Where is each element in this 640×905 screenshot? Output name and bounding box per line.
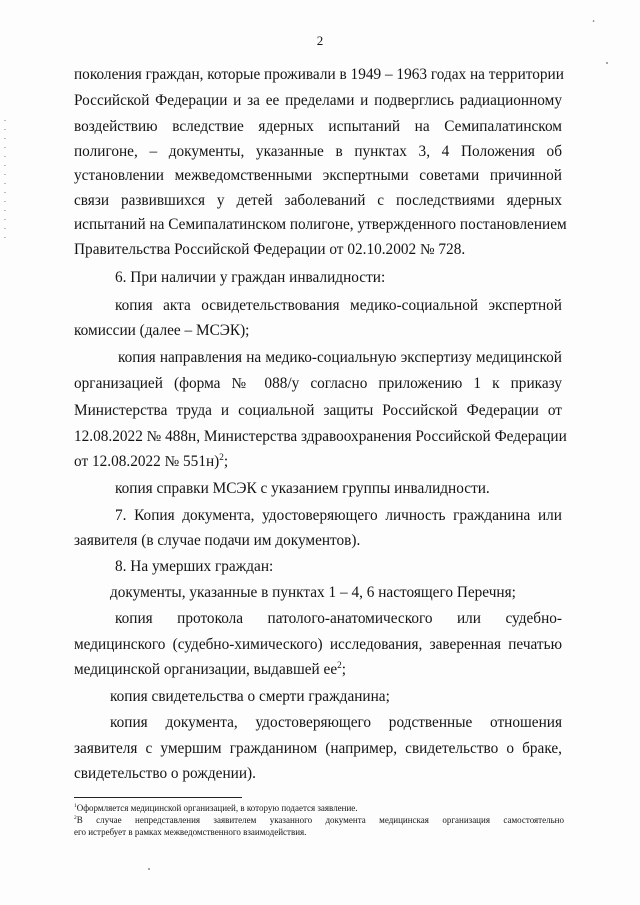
text-line: полигоне, – документы, указанные в пунктах 3, 4 Положения об: [74, 143, 562, 160]
text-line: копия справки МСЭК с указанием группы инвалидности.: [115, 480, 490, 497]
footnote-mark: 1: [74, 803, 77, 809]
footnote-ref: 2: [337, 659, 342, 670]
section-heading: 8. На умерших граждан:: [115, 558, 274, 575]
text-line: копия акта освидетельствования медико-социальной экспертной: [115, 297, 562, 314]
text-line: свидетельство о рождении).: [74, 765, 256, 782]
footnote-text: В случае непредставления заявителем указанного документа медицинская организация самостоятельно: [76, 815, 564, 825]
footnote-separator: [74, 797, 242, 798]
text-line: копия свидетельства о смерти гражданина;: [110, 688, 390, 705]
text-fragment: от 12.08.2022 № 551н): [74, 453, 220, 470]
scan-speck: [148, 868, 150, 870]
footnote-ref: 2: [219, 451, 224, 462]
footnote-text: Оформляется медицинской организацией, в которую подается заявление.: [76, 803, 358, 813]
text-line: Министерства труда и социальной защиты Российской Федерации от: [74, 402, 562, 419]
section-heading: 7. Копия документа, удостоверяющего личность гражданина или: [115, 507, 562, 524]
text-line: связи развившихся у детей заболеваний с последствиями ядерных: [74, 192, 562, 209]
corner-mark: ¸: [592, 12, 595, 22]
scan-edge-marks: [4, 120, 6, 240]
text-line: медицинского (судебно-химического) исследования, заверенная печатью: [74, 636, 562, 653]
text-line: воздействию вследствие ядерных испытаний на Семипалатинском: [74, 118, 562, 135]
text-line: документы, указанные в пунктах 1 – 4, 6 настоящего Перечня;: [110, 584, 516, 601]
text-line: комиссии (далее – МСЭК);: [74, 322, 250, 339]
text-line: организацией (форма № 088/у согласно приложению 1 к приказу: [74, 375, 562, 392]
text-line-with-footnote: [74, 453, 562, 471]
text-line: копия направления на медико-социальную экспертизу медицинской: [118, 349, 562, 366]
footnote-mark: 2: [74, 815, 77, 821]
text-line-with-footnote: [74, 661, 562, 679]
footnote-2: [74, 815, 564, 826]
text-fragment: ;: [223, 453, 229, 470]
text-line: Российской Федерации и за ее пределами и подверглись радиационному: [74, 92, 562, 109]
scan-speck: [606, 62, 608, 64]
text-line: поколения граждан, которые проживали в 1949 – 1963 годах на территории: [74, 66, 564, 83]
text-line: установлении межведомственными экспертными советами причинной: [74, 167, 562, 184]
text-line: испытаний на Семипалатинском полигоне, утвержденного постановлением: [74, 216, 567, 233]
section-heading: 6. При наличии у граждан инвалидности:: [115, 269, 386, 286]
text-line: копия документа, удостоверяющего родственные отношения: [110, 714, 562, 731]
text-fragment: ;: [341, 661, 346, 678]
footnote-2-continued: его истребует в рамках межведомственного взаимодействия.: [74, 827, 307, 837]
footnote-1: [74, 803, 564, 814]
page-number: 2: [316, 33, 324, 48]
text-line: заявителя (в случае подачи им документов).: [74, 532, 361, 549]
text-line: 12.08.2022 № 488н, Министерства здравоохранения Российской Федерации: [74, 428, 567, 445]
text-fragment: медицинской организации, выдавшей ее: [74, 661, 338, 678]
text-line: копия протокола патолого-анатомического или судебно-: [115, 610, 562, 627]
text-line: заявителя с умершим гражданином (например, свидетельство о браке,: [74, 740, 562, 757]
text-line: Правительства Российской Федерации от 02.10.2002 № 728.: [74, 241, 466, 258]
